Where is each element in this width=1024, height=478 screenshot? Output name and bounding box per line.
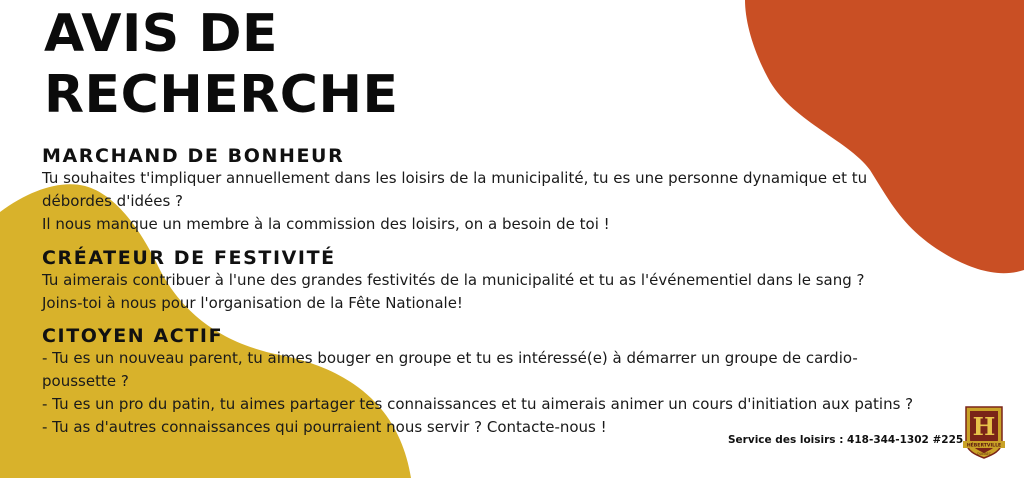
section-marchand-de-bonheur [42,145,962,236]
section-text-line: Tu souhaites t'impliquer annuellement dans les loisirs de la municipalité, tu es une personne dynamique et tu [42,169,868,187]
page-title [44,4,399,126]
logo-letter: H [972,412,996,441]
logo-sub: QUÉBEC [976,452,992,456]
section-createur-de-festivite [42,247,962,315]
section-text-line: - Tu es un pro du patin, tu aimes partager tes connaissances et tu aimerais animer un cours d'initiation aux patins ? [42,395,914,413]
section-text-line: - Tu es un nouveau parent, tu aimes bouger en groupe et tu es intéressé(e) à démarrer un groupe de cardio- [42,349,858,367]
section-heading: CITOYEN ACTIF [42,325,224,347]
section-text-line: Il nous manque un membre à la commission des loisirs, on a besoin de toi ! [42,215,610,233]
hebertville-logo [962,405,1006,459]
section-text-line: débordes d'idées ? [42,192,184,210]
title-line-2: RECHERCHE [44,65,399,125]
title-line-1: AVIS DE [44,4,279,64]
section-text-line: Joins-toi à nous pour l'organisation de la Fête Nationale! [42,294,463,312]
section-citoyen-actif [42,325,962,439]
section-text-line: poussette ? [42,372,129,390]
section-heading: MARCHAND DE BONHEUR [42,145,345,167]
logo-name: HÉBERTVILLE [966,443,1002,449]
contact-info: Service des loisirs : 418-344-1302 #225 [728,434,964,446]
section-text-line: - Tu as d'autres connaissances qui pourraient nous servir ? Contacte-nous ! [42,418,607,436]
section-text-line: Tu aimerais contribuer à l'une des grandes festivités de la municipalité et tu as l'événementiel dans le sang ? [42,271,865,289]
section-heading: CRÉATEUR DE FESTIVITÉ [42,247,336,269]
